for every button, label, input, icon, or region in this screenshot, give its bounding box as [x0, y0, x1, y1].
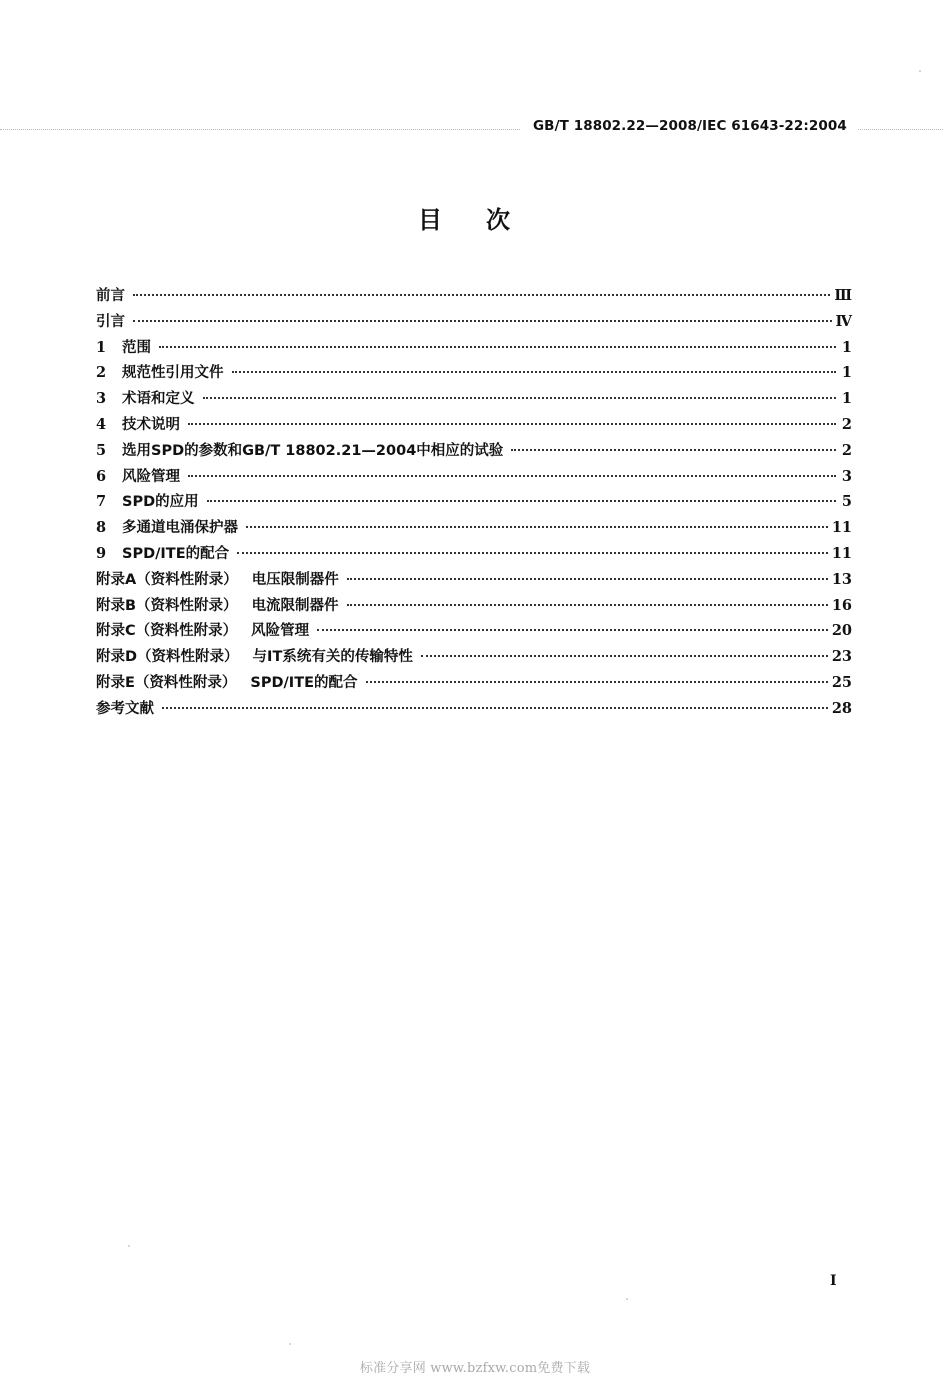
toc-entry-page: 25	[831, 673, 852, 691]
toc-entry-page: 13	[831, 570, 852, 588]
toc-dot-leader	[133, 320, 832, 322]
toc-dot-leader	[366, 681, 828, 683]
toc-entry-page: 1	[841, 390, 852, 408]
toc-entry-title: 电流限制器件	[251, 597, 339, 614]
toc-entry-page: 11	[831, 519, 852, 537]
toc-entry-number: 7	[96, 493, 107, 511]
toc-entry-number: 4	[96, 415, 107, 433]
table-of-contents	[96, 284, 852, 723]
toc-entry-title: 引言	[96, 313, 125, 330]
toc-entry-page: 28	[831, 699, 852, 717]
toc-entry-number: 1	[96, 338, 107, 356]
toc-entry[interactable]	[96, 516, 852, 542]
toc-entry-title: 参考文献	[96, 700, 154, 717]
toc-entry-number: 8	[96, 519, 107, 537]
toc-dot-leader	[246, 526, 828, 528]
toc-dot-leader	[347, 578, 828, 580]
toc-dot-leader	[162, 707, 828, 709]
toc-entry[interactable]	[96, 645, 852, 671]
toc-dot-leader	[317, 629, 828, 631]
toc-entry-page: 20	[831, 622, 852, 640]
toc-entry[interactable]	[96, 336, 852, 362]
toc-entry-annex-prefix: 附录B（资料性附录）	[96, 597, 238, 614]
toc-entry-title: 与IT系统有关的传输特性	[252, 649, 413, 666]
toc-entry-title: SPD/ITE的配合	[122, 545, 230, 562]
toc-dot-leader	[203, 397, 837, 399]
toc-dot-leader	[347, 604, 828, 606]
toc-dot-leader	[421, 655, 828, 657]
toc-dot-leader	[207, 500, 836, 502]
toc-entry-page: 1	[841, 364, 852, 382]
toc-entry-page: 2	[841, 415, 852, 433]
toc-entry-title: SPD/ITE的配合	[250, 674, 358, 691]
toc-entry[interactable]	[96, 284, 852, 310]
toc-entry[interactable]	[96, 542, 852, 568]
toc-dot-leader	[237, 552, 828, 554]
toc-entry[interactable]	[96, 619, 852, 645]
toc-entry[interactable]	[96, 439, 852, 465]
toc-dot-leader	[159, 346, 836, 348]
toc-entry-title: 电压限制器件	[251, 571, 339, 588]
toc-entry-page: 1	[841, 338, 852, 356]
toc-entry-title: 范围	[122, 339, 151, 356]
toc-entry-annex-prefix: 附录E（资料性附录）	[96, 674, 237, 691]
toc-entry-page: Ⅳ	[835, 312, 852, 330]
toc-entry[interactable]	[96, 413, 852, 439]
toc-entry-annex-prefix: 附录A（资料性附录）	[96, 571, 238, 588]
toc-entry-page: 23	[831, 648, 852, 666]
header-rule	[0, 129, 520, 130]
scan-speck	[626, 1298, 628, 1300]
toc-entry-title: 技术说明	[122, 416, 180, 433]
toc-entry-page: Ⅲ	[834, 287, 852, 304]
toc-entry[interactable]	[96, 490, 852, 516]
toc-dot-leader	[188, 423, 836, 425]
toc-dot-leader	[188, 475, 836, 477]
toc-entry-title: 前言	[96, 288, 125, 304]
toc-entry-page: 16	[831, 596, 852, 614]
toc-entry-title: SPD的应用	[122, 494, 199, 511]
toc-entry-number: 9	[96, 544, 107, 562]
page-title: 目次	[418, 206, 554, 234]
toc-dot-leader	[511, 449, 836, 451]
toc-entry[interactable]	[96, 594, 852, 620]
toc-entry-page: 11	[831, 544, 852, 562]
toc-entry-title: 风险管理	[251, 623, 310, 640]
toc-entry-page: 2	[841, 441, 852, 459]
standard-code: GB/T 18802.22—2008/IEC 61643-22:2004	[533, 118, 847, 134]
toc-entry[interactable]	[96, 568, 852, 594]
toc-entry[interactable]	[96, 361, 852, 387]
toc-entry-title: 规范性引用文件	[122, 365, 224, 382]
toc-entry[interactable]	[96, 671, 852, 697]
toc-entry-number: 3	[96, 390, 107, 408]
toc-entry-number: 5	[96, 441, 107, 459]
scan-speck	[128, 1245, 130, 1247]
scan-speck	[919, 70, 921, 72]
watermark: 标准分享网 www.bzfxw.com免费下载	[359, 1361, 591, 1376]
toc-entry[interactable]	[96, 697, 852, 723]
toc-entry-number: 6	[96, 467, 107, 485]
scan-speck	[289, 1343, 291, 1345]
toc-dot-leader	[232, 371, 837, 373]
toc-entry[interactable]	[96, 387, 852, 413]
toc-entry-annex-prefix: 附录C（资料性附录）	[96, 623, 238, 640]
toc-entry-title: 术语和定义	[122, 391, 195, 408]
header-rule-right	[858, 129, 943, 130]
page-number: I	[830, 1273, 837, 1289]
toc-dot-leader	[133, 294, 830, 296]
toc-entry-title: 多通道电涌保护器	[122, 520, 238, 537]
toc-entry-annex-prefix: 附录D（资料性附录）	[96, 649, 239, 666]
toc-entry[interactable]	[96, 310, 852, 336]
toc-entry[interactable]	[96, 465, 852, 491]
toc-entry-title: 风险管理	[122, 468, 180, 485]
toc-entry-number: 2	[96, 364, 107, 382]
toc-entry-page: 5	[841, 493, 852, 511]
toc-entry-title: 选用SPD的参数和GB/T 18802.21—2004中相应的试验	[122, 442, 504, 459]
toc-entry-page: 3	[841, 467, 852, 485]
